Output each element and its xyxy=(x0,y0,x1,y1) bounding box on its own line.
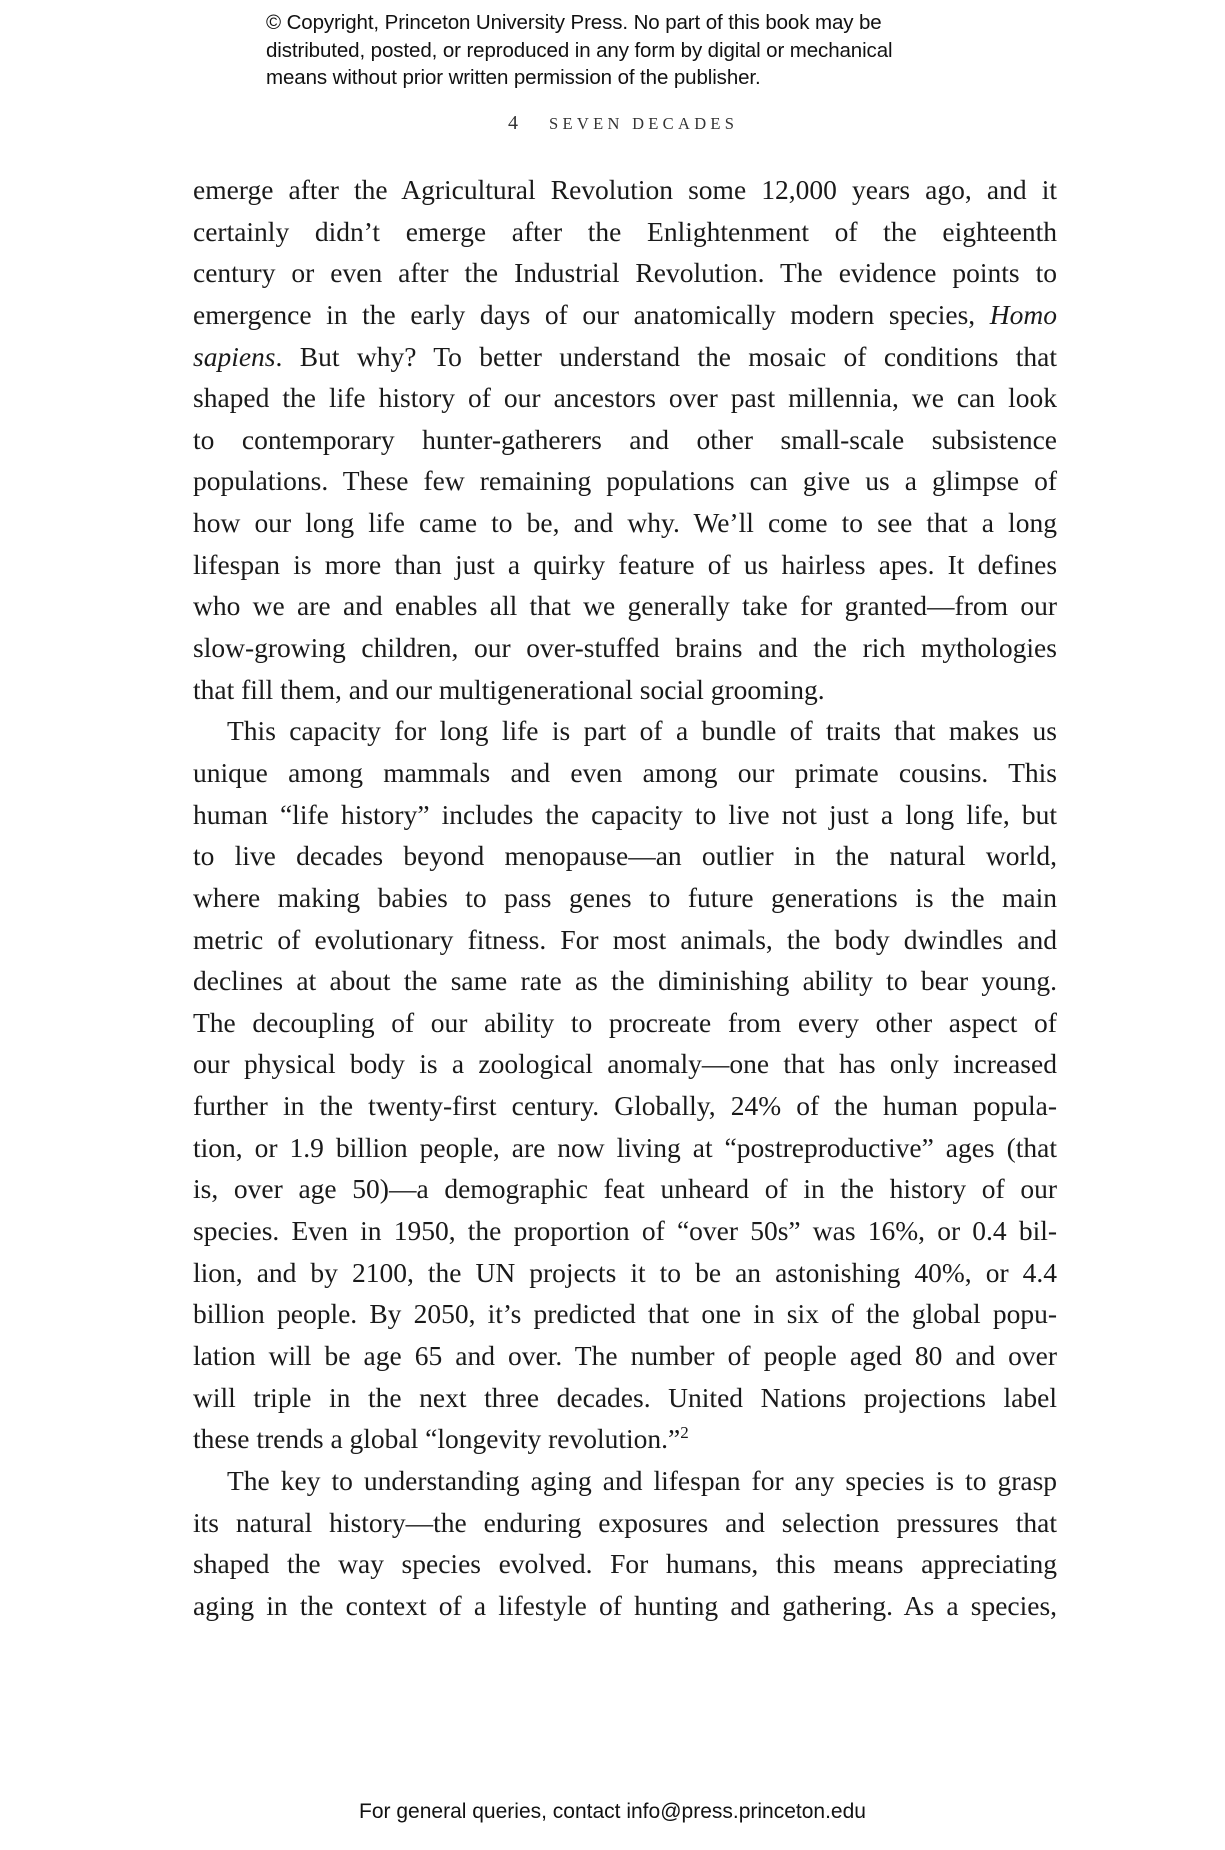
line-text: unique among mammals and even among our primate cousins. This xyxy=(193,756,1057,788)
line-text: lion, and by 2100, the UN projects it to be an astonishing 40%, or 4.4 xyxy=(193,1256,1058,1288)
line-text: human “life history” includes the capacity to live not just a long life, but xyxy=(193,798,1058,830)
text-line xyxy=(193,1585,1057,1627)
line-text: declines at about the same rate as the diminishing ability to bear young. xyxy=(193,965,1058,997)
paragraph xyxy=(193,710,1057,1460)
line-text: these trends a global “longevity revolution.” xyxy=(193,1423,681,1455)
running-head xyxy=(0,112,1225,140)
line-text: The key to understanding aging and lifespan for any species is to grasp xyxy=(227,1464,1058,1496)
text-line xyxy=(193,460,1057,502)
line-text: lation will be age 65 and over. The number of people aged 80 and over xyxy=(193,1339,1058,1371)
text-line xyxy=(193,1460,1057,1502)
copyright-line: means without prior written permission of the publisher. xyxy=(266,66,761,89)
text-line xyxy=(193,710,1057,752)
line-text: to live decades beyond menopause—an outlier in the natural world, xyxy=(193,840,1057,872)
copyright-notice xyxy=(266,9,986,92)
copyright-line: distributed, posted, or reproduced in any form by digital or mechanical xyxy=(266,38,893,62)
text-line xyxy=(193,585,1057,627)
text-line xyxy=(193,1127,1057,1169)
line-text: aging in the context of a lifestyle of hunting and gathering. As a species, xyxy=(193,1589,1058,1621)
text-line xyxy=(193,835,1057,877)
text-line xyxy=(193,1502,1057,1544)
text-line xyxy=(193,1335,1057,1377)
line-text: billion people. By 2050, it’s predicted that one in six of the global popu- xyxy=(193,1298,1057,1330)
text-line xyxy=(193,1085,1057,1127)
body-text xyxy=(193,169,1057,1626)
text-line xyxy=(193,1043,1057,1085)
text-line xyxy=(193,919,1057,961)
text-line xyxy=(193,336,1057,378)
text-line xyxy=(193,669,1057,711)
text-line xyxy=(193,419,1057,461)
text-line xyxy=(193,544,1057,586)
text-line xyxy=(193,211,1057,253)
line-text: emerge after the Agricultural Revolution some 12,000 years ago, and it xyxy=(193,174,1057,205)
line-text: lifespan is more than just a quirky feature of us hairless apes. It defines xyxy=(193,548,1058,580)
line-text: certainly didn’t emerge after the Enlightenment of the eighteenth xyxy=(193,215,1057,247)
line-text: shaped the way species evolved. For humans, this means appreciating xyxy=(193,1548,1057,1580)
line-text: further in the twenty-first century. Globally, 24% of the human popula- xyxy=(193,1090,1057,1122)
text-line xyxy=(193,252,1057,294)
text-line xyxy=(193,1252,1057,1294)
footnote-reference[interactable]: 2 xyxy=(680,1423,689,1443)
text-line xyxy=(193,502,1057,544)
text-line xyxy=(193,1168,1057,1210)
line-text: who we are and enables all that we generally take for granted—from our xyxy=(193,590,1057,622)
text-line xyxy=(193,627,1057,669)
text-line xyxy=(193,169,1057,211)
line-text: This capacity for long life is part of a bundle of traits that makes us xyxy=(227,715,1057,747)
copyright-line: © Copyright, Princeton University Press. No part of this book may be xyxy=(266,11,882,34)
line-text: slow-growing children, our over-stuffed brains and the rich mythologies xyxy=(193,632,1057,664)
page-number: 4 xyxy=(508,112,518,134)
line-text: will triple in the next three decades. United Nations projections label xyxy=(193,1381,1057,1413)
line-text: tion, or 1.9 billion people, are now living at “postreproductive” ages (that xyxy=(193,1131,1057,1163)
paragraph xyxy=(193,1460,1057,1627)
text-line xyxy=(193,1418,1057,1460)
line-text: emergence in the early days of our anatomically modern species, xyxy=(193,298,990,330)
italic-term: sapiens xyxy=(193,340,276,372)
line-text: where making babies to pass genes to future generations is the main xyxy=(193,881,1058,913)
line-text: that fill them, and our multigenerational social grooming. xyxy=(193,673,825,705)
line-text: species. Even in 1950, the proportion of “over 50s” was 16%, or 0.4 bil- xyxy=(193,1215,1058,1247)
text-line xyxy=(193,1293,1057,1335)
line-text: is, over age 50)—a demographic feat unheard of in the history of our xyxy=(193,1173,1058,1205)
text-line xyxy=(193,1002,1057,1044)
line-text: its natural history—the enduring exposures and selection pressures that xyxy=(193,1506,1057,1538)
line-text: . But why? To better understand the mosaic of conditions that xyxy=(275,340,1058,372)
text-line xyxy=(193,960,1057,1002)
line-text: populations. These few remaining populations can give us a glimpse of xyxy=(193,465,1058,497)
line-text: century or even after the Industrial Revolution. The evidence points to xyxy=(193,257,1057,289)
line-text: our physical body is a zoological anomaly—one that has only increased xyxy=(193,1048,1057,1080)
italic-term: Homo xyxy=(989,298,1057,330)
line-text: The decoupling of our ability to procreate from every other aspect of xyxy=(193,1006,1057,1038)
text-line xyxy=(193,794,1057,836)
text-line xyxy=(193,1377,1057,1419)
text-line xyxy=(193,877,1057,919)
paragraph xyxy=(193,169,1057,710)
text-line xyxy=(193,752,1057,794)
line-text: how our long life came to be, and why. We’ll come to see that a long xyxy=(193,507,1057,539)
text-line xyxy=(193,377,1057,419)
running-head-title: SEVEN DECADES xyxy=(549,114,739,133)
line-text: to contemporary hunter-gatherers and other small-scale subsistence xyxy=(193,423,1057,455)
text-line xyxy=(193,294,1057,336)
footer-contact: For general queries, contact info@press.princeton.edu xyxy=(359,1800,866,1823)
line-text: metric of evolutionary fitness. For most animals, the body dwindles and xyxy=(193,923,1057,955)
text-line xyxy=(193,1210,1057,1252)
text-line xyxy=(193,1543,1057,1585)
line-text: shaped the life history of our ancestors over past millennia, we can look xyxy=(193,382,1057,414)
